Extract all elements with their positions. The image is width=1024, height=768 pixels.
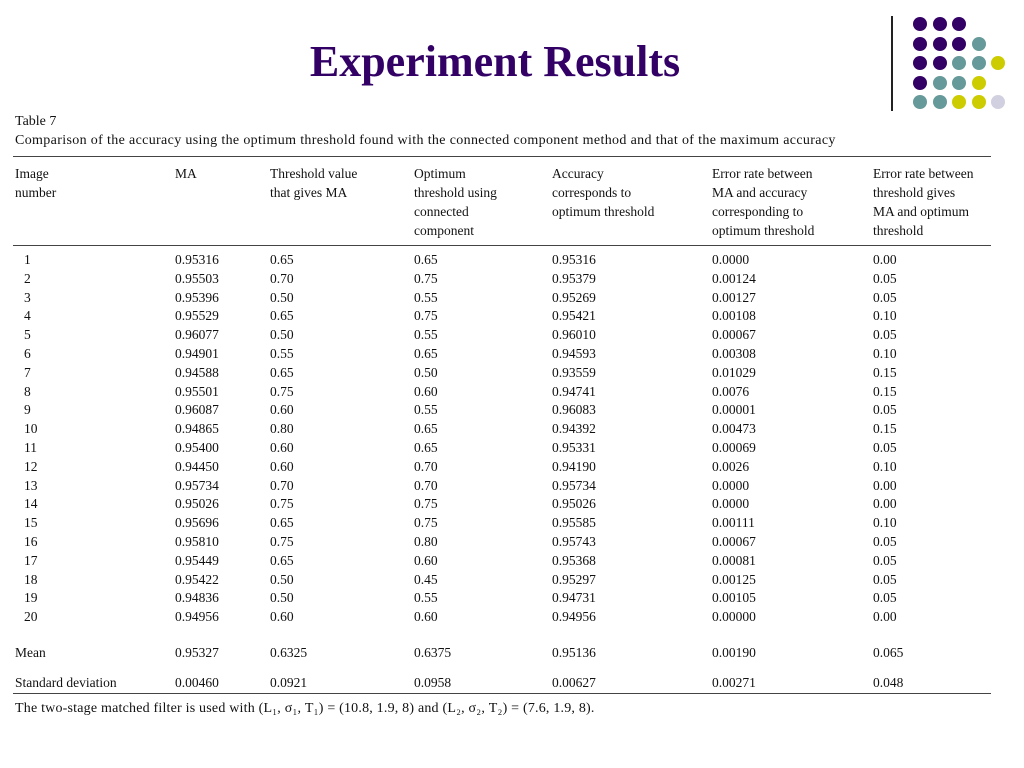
- table-cell: 0.00124: [712, 270, 756, 286]
- table-row: [15, 251, 991, 270]
- column-header-line: MA and optimum: [873, 204, 970, 219]
- summary-cell: 0.00271: [712, 674, 756, 690]
- column-header-line: threshold using: [414, 185, 497, 200]
- table-cell: 0.00: [873, 477, 897, 493]
- table-cell: 0.05: [873, 270, 897, 286]
- table-cell: 0.95368: [552, 552, 596, 568]
- table-top-rule: [13, 156, 991, 157]
- table-cell: 0.65: [414, 252, 438, 267]
- table-cell: 0.95316: [175, 252, 219, 267]
- table-row: [15, 571, 991, 590]
- image-number-cell: 9: [24, 402, 31, 418]
- table-cell: 0.00001: [712, 402, 756, 418]
- table-cell: 0.65: [270, 364, 294, 380]
- column-header: [712, 164, 873, 244]
- table-cell: 0.65: [414, 439, 438, 455]
- table-cell: 0.95316: [552, 252, 596, 267]
- image-number-cell: 7: [24, 364, 31, 380]
- table-cell: 0.96087: [175, 402, 219, 418]
- table-cell: 0.15: [873, 364, 897, 380]
- decor-dot: [913, 56, 927, 70]
- table-cell: 0.95379: [552, 270, 596, 286]
- table-cell: 0.55: [414, 590, 438, 606]
- summary-cell: 0.95136: [552, 644, 596, 660]
- table-cell: 0.94901: [175, 345, 219, 361]
- table-cell: 0.95449: [175, 552, 219, 568]
- table-cell: 0.95696: [175, 515, 219, 531]
- decor-dot: [952, 56, 966, 70]
- column-header: [270, 164, 414, 244]
- table-cell: 0.65: [270, 308, 294, 324]
- table-cell: 0.65: [270, 552, 294, 568]
- table-cell: 0.75: [270, 533, 294, 549]
- table-cell: 0.96083: [552, 402, 596, 418]
- column-header-line: Optimum: [414, 166, 466, 181]
- image-number-cell: 11: [24, 439, 37, 455]
- decor-dot: [913, 95, 927, 109]
- column-header-line: optimum threshold: [552, 204, 655, 219]
- table-cell: 0.60: [270, 439, 294, 455]
- table-cell: 0.70: [414, 477, 438, 493]
- table-cell: 0.75: [414, 270, 438, 286]
- decor-dot: [933, 37, 947, 51]
- table-cell: 0.95529: [175, 308, 219, 324]
- column-header: [175, 164, 270, 244]
- table-cell: 0.50: [270, 327, 294, 343]
- column-header: [15, 164, 175, 244]
- image-number-cell: 6: [24, 345, 31, 361]
- table-cell: 0.00069: [712, 439, 756, 455]
- image-number-cell: 1: [24, 252, 31, 267]
- table-row: [15, 420, 991, 439]
- summary-cell: 0.6375: [414, 644, 452, 660]
- column-header-line: component: [414, 223, 474, 238]
- table-cell: 0.94731: [552, 590, 596, 606]
- column-header-line: corresponding to: [712, 204, 804, 219]
- table-cell: 0.00067: [712, 327, 756, 343]
- table-cell: 0.55: [414, 289, 438, 305]
- table-cell: 0.95396: [175, 289, 219, 305]
- table-cell: 0.94450: [175, 458, 219, 474]
- title-divider: [891, 16, 893, 111]
- table-cell: 0.0000: [712, 477, 750, 493]
- table-cell: 0.05: [873, 533, 897, 549]
- column-header: [873, 164, 991, 244]
- table-cell: 0.00105: [712, 590, 756, 606]
- decor-dot: [991, 95, 1005, 109]
- table-caption: Comparison of the accuracy using the optimum threshold found with the connected component method and that of the maximum accuracy: [15, 133, 836, 148]
- table-row: [15, 514, 991, 533]
- decor-dot: [972, 76, 986, 90]
- table-row: [15, 383, 991, 402]
- summary-cell: 0.00190: [712, 644, 756, 660]
- table-cell: 0.95331: [552, 439, 596, 455]
- table-cell: 0.70: [270, 477, 294, 493]
- table-cell: 0.94741: [552, 383, 596, 399]
- table-cell: 0.94593: [552, 345, 596, 361]
- table-cell: 0.94588: [175, 364, 219, 380]
- decor-dot: [972, 37, 986, 51]
- table-cell: 0.95503: [175, 270, 219, 286]
- table-row: [15, 608, 991, 627]
- table-row: [15, 345, 991, 364]
- table-row: [15, 364, 991, 383]
- decor-dot: [952, 76, 966, 90]
- table-cell: 0.00081: [712, 552, 756, 568]
- table-cell: 0.50: [270, 289, 294, 305]
- decor-dot: [933, 76, 947, 90]
- table-cell: 0.94392: [552, 421, 596, 437]
- table-cell: 0.95269: [552, 289, 596, 305]
- table-cell: 0.60: [414, 552, 438, 568]
- table-cell: 0.00000: [712, 609, 756, 625]
- table-cell: 0.10: [873, 308, 897, 324]
- table-cell: 0.70: [270, 270, 294, 286]
- table-row: [15, 289, 991, 308]
- decor-dot: [952, 17, 966, 31]
- table-cell: 0.94865: [175, 421, 219, 437]
- column-header-line: Error rate between: [712, 166, 813, 181]
- table-cell: 0.75: [270, 383, 294, 399]
- table-cell: 0.70: [414, 458, 438, 474]
- table-cell: 0.00127: [712, 289, 756, 305]
- table-cell: 0.05: [873, 571, 897, 587]
- table-cell: 0.65: [270, 252, 294, 267]
- image-number-cell: 8: [24, 383, 31, 399]
- table-cell: 0.05: [873, 552, 897, 568]
- table-cell: 0.00: [873, 609, 897, 625]
- decor-dot: [991, 56, 1005, 70]
- column-header-line: optimum threshold: [712, 223, 815, 238]
- column-header-line: Error rate between: [873, 166, 974, 181]
- table-cell: 0.75: [414, 515, 438, 531]
- table-cell: 0.65: [414, 345, 438, 361]
- table-cell: 0.96010: [552, 327, 596, 343]
- table-cell: 0.55: [414, 402, 438, 418]
- column-header-line: Threshold value: [270, 166, 358, 181]
- table-cell: 0.95734: [175, 477, 219, 493]
- image-number-cell: 15: [24, 515, 38, 531]
- results-table: [15, 164, 991, 698]
- table-row: [15, 533, 991, 552]
- image-number-cell: 10: [24, 421, 38, 437]
- table-cell: 0.00308: [712, 345, 756, 361]
- table-cell: 0.95421: [552, 308, 596, 324]
- table-cell: 0.50: [270, 571, 294, 587]
- summary-cell: 0.6325: [270, 644, 308, 660]
- table-body: [15, 244, 991, 698]
- table-row: [15, 401, 991, 420]
- table-cell: 0.80: [270, 421, 294, 437]
- summary-label: Mean: [15, 644, 46, 660]
- table-row: [15, 477, 991, 496]
- table-footnote: The two-stage matched filter is used with (L₁, σ₁, T₁) = (10.8, 1.9, 8) and (L₂, σ₂, T₂) = (7.6, 1.9, 8).: [15, 701, 595, 716]
- decorative-dot-grid: [913, 17, 1013, 117]
- table-cell: 0.0076: [712, 383, 750, 399]
- column-header-line: that gives MA: [270, 185, 348, 200]
- column-header: [414, 164, 552, 244]
- decor-dot: [952, 95, 966, 109]
- table-cell: 0.65: [270, 515, 294, 531]
- table-cell: 0.01029: [712, 364, 756, 380]
- table-cell: 0.95026: [175, 496, 219, 512]
- table-row: [15, 495, 991, 514]
- table-cell: 0.00067: [712, 533, 756, 549]
- table-cell: 0.05: [873, 402, 897, 418]
- image-number-cell: 12: [24, 458, 38, 474]
- table-cell: 0.95734: [552, 477, 596, 493]
- image-number-cell: 4: [24, 308, 31, 324]
- decor-dot: [952, 37, 966, 51]
- table-cell: 0.95026: [552, 496, 596, 512]
- table-cell: 0.50: [270, 590, 294, 606]
- column-header-line: corresponds to: [552, 185, 632, 200]
- table-cell: 0.75: [414, 308, 438, 324]
- table-cell: 0.93559: [552, 364, 596, 380]
- image-number-cell: 13: [24, 477, 38, 493]
- column-header-line: threshold: [873, 223, 924, 238]
- table-header-row: [15, 164, 991, 244]
- table-cell: 0.95810: [175, 533, 219, 549]
- table-cell: 0.05: [873, 439, 897, 455]
- table-cell: 0.75: [414, 496, 438, 512]
- table-cell: 0.00: [873, 496, 897, 512]
- summary-cell: 0.95327: [175, 644, 219, 660]
- decor-dot: [933, 56, 947, 70]
- table-cell: 0.00473: [712, 421, 756, 437]
- table-row: [15, 307, 991, 326]
- table-cell: 0.10: [873, 458, 897, 474]
- table-cell: 0.05: [873, 327, 897, 343]
- summary-cell: 0.0921: [270, 674, 308, 690]
- table-row: [15, 270, 991, 289]
- table-cell: 0.60: [270, 458, 294, 474]
- image-number-cell: 5: [24, 327, 31, 343]
- table-cell: 0.05: [873, 289, 897, 305]
- summary-cell: 0.065: [873, 644, 904, 660]
- column-header-line: Image: [15, 166, 49, 181]
- table-cell: 0.0026: [712, 458, 750, 474]
- table-cell: 0.00: [873, 252, 897, 267]
- summary-cell: 0.0958: [414, 674, 452, 690]
- table-cell: 0.55: [270, 345, 294, 361]
- slide-title: Experiment Results: [309, 37, 681, 86]
- image-number-cell: 2: [24, 270, 31, 286]
- summary-cell: 0.00627: [552, 674, 596, 690]
- column-header-line: MA: [175, 166, 197, 181]
- table-cell: 0.95501: [175, 383, 219, 399]
- summary-label: Standard deviation: [15, 674, 117, 690]
- table-label: Table 7: [15, 114, 57, 129]
- table-cell: 0.50: [414, 364, 438, 380]
- table-cell: 0.95297: [552, 571, 596, 587]
- table-cell: 0.00108: [712, 308, 756, 324]
- decor-dot: [972, 95, 986, 109]
- table-cell: 0.60: [414, 383, 438, 399]
- table-cell: 0.95743: [552, 533, 596, 549]
- table-cell: 0.94836: [175, 590, 219, 606]
- table-cell: 0.95422: [175, 571, 219, 587]
- table-cell: 0.95400: [175, 439, 219, 455]
- image-number-cell: 3: [24, 289, 31, 305]
- decor-dot: [972, 56, 986, 70]
- image-number-cell: 14: [24, 496, 38, 512]
- table-cell: 0.15: [873, 383, 897, 399]
- table-cell: 0.75: [270, 496, 294, 512]
- column-header: [552, 164, 712, 244]
- table-cell: 0.60: [270, 609, 294, 625]
- summary-cell: 0.048: [873, 674, 904, 690]
- decor-dot: [913, 37, 927, 51]
- decor-dot: [933, 17, 947, 31]
- image-number-cell: 16: [24, 533, 38, 549]
- table-cell: 0.60: [414, 609, 438, 625]
- table-cell: 0.65: [414, 421, 438, 437]
- decor-dot: [933, 95, 947, 109]
- table-cell: 0.80: [414, 533, 438, 549]
- table-cell: 0.94956: [175, 609, 219, 625]
- table-row: [15, 326, 991, 345]
- table-cell: 0.00111: [712, 515, 755, 531]
- table-cell: 0.10: [873, 345, 897, 361]
- table-cell: 0.94190: [552, 458, 596, 474]
- column-header-line: threshold gives: [873, 185, 956, 200]
- decor-dot: [913, 76, 927, 90]
- column-header-line: connected: [414, 204, 469, 219]
- table-row: [15, 439, 991, 458]
- table-cell: 0.00125: [712, 571, 756, 587]
- table-row: [15, 552, 991, 571]
- table-cell: 0.60: [270, 402, 294, 418]
- table-cell: 0.55: [414, 327, 438, 343]
- table-cell: 0.05: [873, 590, 897, 606]
- table-cell: 0.15: [873, 421, 897, 437]
- table-row: [15, 458, 991, 477]
- column-header-line: Accuracy: [552, 166, 604, 181]
- table-cell: 0.10: [873, 515, 897, 531]
- table-cell: 0.0000: [712, 252, 750, 267]
- table-cell: 0.0000: [712, 496, 750, 512]
- table-cell: 0.45: [414, 571, 438, 587]
- image-number-cell: 18: [24, 571, 38, 587]
- image-number-cell: 17: [24, 552, 38, 568]
- column-header-line: number: [15, 185, 57, 200]
- image-number-cell: 19: [24, 590, 38, 606]
- column-header-line: MA and accuracy: [712, 185, 808, 200]
- std-dev-row: [15, 668, 991, 698]
- table-row: [15, 589, 991, 608]
- image-number-cell: 20: [24, 609, 38, 625]
- summary-cell: 0.00460: [175, 674, 219, 690]
- decor-dot: [913, 17, 927, 31]
- table-cell: 0.94956: [552, 609, 596, 625]
- mean-row: [15, 638, 991, 668]
- table-cell: 0.95585: [552, 515, 596, 531]
- table-cell: 0.96077: [175, 327, 219, 343]
